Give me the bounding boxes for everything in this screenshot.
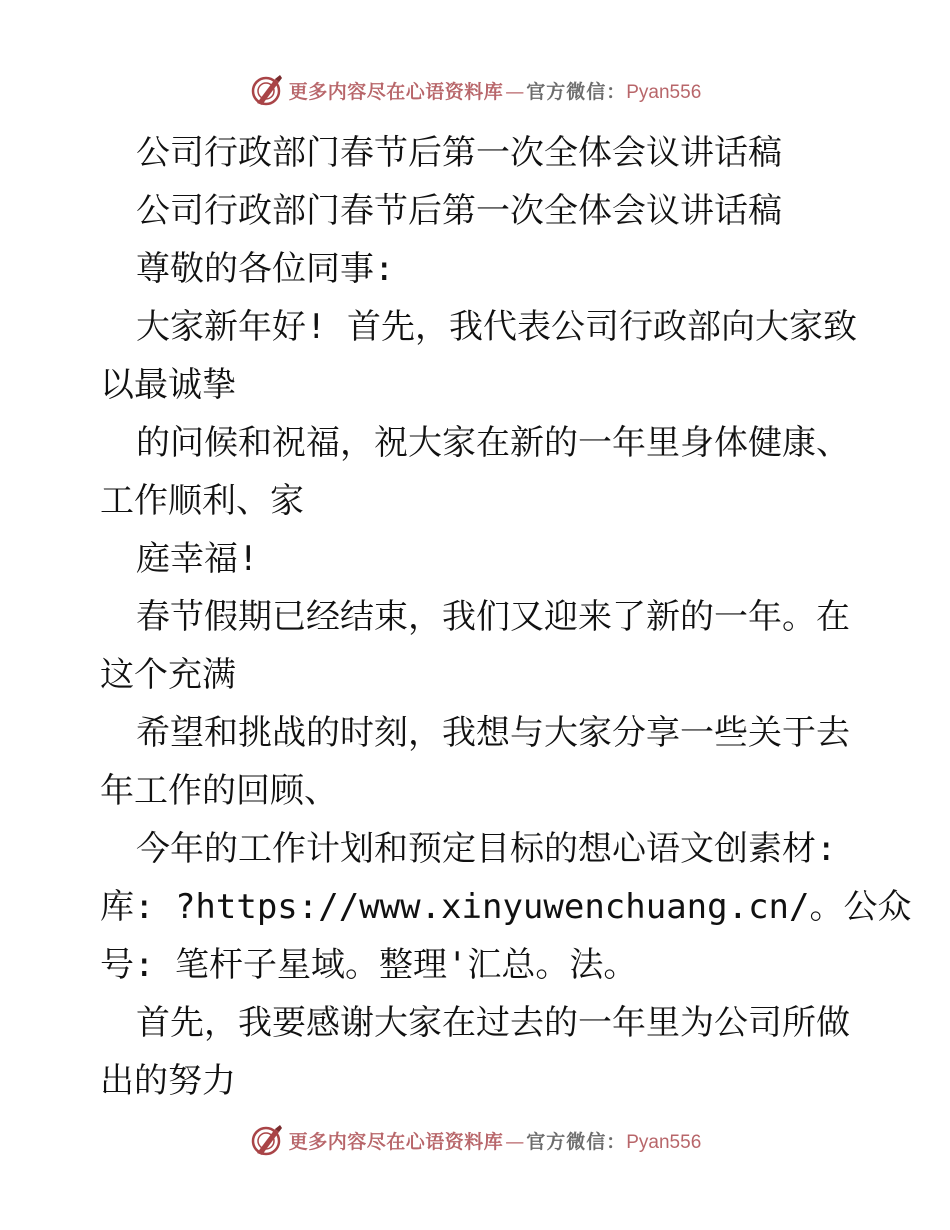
banner-sub-text: 官方微信： — [526, 80, 627, 103]
doc-line-2: 公司行政部门春节后第一次全体会议讲话稿 — [136, 191, 782, 231]
banner-main-text: 更多内容尽在心语资料库 — [288, 80, 504, 103]
pen-logo-icon — [249, 73, 283, 107]
doc-line-10: 这个充满 — [100, 655, 236, 695]
banner-wechat-id: Pyan556 — [626, 1131, 702, 1153]
banner-dash: — — [505, 80, 525, 103]
doc-line-5: 以最诚挚 — [100, 365, 236, 405]
doc-line-12: 年工作的回顾、 — [100, 771, 338, 811]
doc-line-15: 号: 笔杆子星域。整理'汇总。法。 — [100, 945, 638, 985]
document-body — [100, 124, 912, 1110]
doc-line-14: 库: ?https://www.xinyuwenchuang.cn/。公众 — [100, 887, 912, 927]
doc-line-1: 公司行政部门春节后第一次全体会议讲话稿 — [136, 133, 782, 173]
doc-line-3: 尊敬的各位同事: — [136, 249, 395, 289]
doc-line-11: 希望和挑战的时刻，我想与大家分享一些关于去 — [136, 713, 850, 753]
doc-line-17: 出的努力 — [100, 1061, 236, 1101]
banner-wechat-id: Pyan556 — [626, 81, 702, 103]
banner-dash: — — [505, 1130, 525, 1153]
doc-line-7: 工作顺利、家 — [100, 481, 304, 521]
banner-main-text: 更多内容尽在心语资料库 — [288, 1130, 504, 1153]
header-watermark-banner — [0, 70, 950, 110]
pen-logo-icon — [249, 1123, 283, 1157]
banner-sub-text: 官方微信： — [526, 1130, 627, 1153]
doc-line-6: 的问候和祝福，祝大家在新的一年里身体健康、 — [136, 423, 850, 463]
footer-watermark-banner — [0, 1120, 950, 1160]
doc-line-8: 庭幸福! — [136, 539, 259, 579]
doc-line-16: 首先，我要感谢大家在过去的一年里为公司所做 — [136, 1003, 850, 1043]
doc-line-13: 今年的工作计划和预定目标的想心语文创素材: — [136, 829, 837, 869]
doc-line-4: 大家新年好! 首先，我代表公司行政部向大家致 — [136, 307, 857, 347]
doc-line-9: 春节假期已经结束，我们又迎来了新的一年。在 — [136, 597, 850, 637]
